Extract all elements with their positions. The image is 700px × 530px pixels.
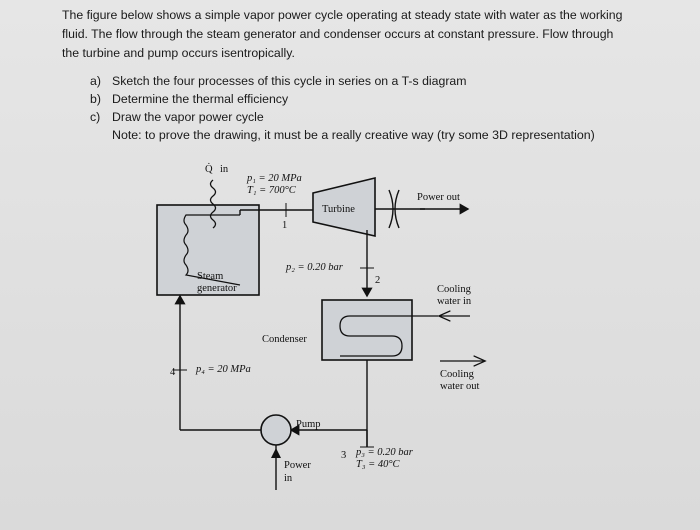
condenser-label: Condenser <box>262 334 307 345</box>
cooling-in-label-1: Cooling <box>437 284 471 295</box>
task-text: Sketch the four processes of this cycle in series on a T-s diagram <box>112 74 467 88</box>
state2-pressure: p₂ = 0.20 bar <box>286 262 343 273</box>
intro-line: fluid. The flow through the steam generator and condenser occurs at constant pressure. Flow through <box>62 27 614 41</box>
cooling-out-label-2: water out <box>440 381 480 392</box>
turbine-label: Turbine <box>322 204 355 215</box>
power-in-label-2: in <box>284 473 293 484</box>
task-text: Determine the thermal efficiency <box>112 92 289 106</box>
condenser-box <box>322 300 412 360</box>
task-text: Draw the vapor power cycle <box>112 110 264 124</box>
cooling-out-label-1: Cooling <box>440 369 474 380</box>
intro-line: the turbine and pump occurs isentropically. <box>62 46 295 60</box>
steam-generator-label-1: Steam <box>197 271 224 282</box>
steam-generator-label-2: generator <box>197 283 237 294</box>
state-3-label: 3 <box>341 450 347 461</box>
task-marker: b) <box>90 92 101 106</box>
task-note: Note: to prove the drawing, it must be a really creative way (try some 3D representation) <box>112 128 595 142</box>
task-marker: a) <box>90 74 101 88</box>
task-marker: c) <box>90 110 101 124</box>
pump-label: Pump <box>296 419 321 430</box>
q-in-subscript: in <box>220 164 229 175</box>
power-in-label-1: Power <box>284 460 311 471</box>
state4-pressure: p₄ = 20 MPa <box>196 364 251 375</box>
intro-line: The figure below shows a simple vapor power cycle operating at steady state with water as the working <box>62 8 623 22</box>
state3-temperature: T₃ = 40°C <box>356 459 400 470</box>
state-1-label: 1 <box>282 220 288 231</box>
state-2-label: 2 <box>375 275 381 286</box>
pump-circle <box>261 415 291 445</box>
cooling-in-label-2: water in <box>437 296 472 307</box>
state1-temperature: T₁ = 700°C <box>247 185 296 196</box>
q-in-label: Q̇ <box>205 164 213 175</box>
state3-pressure: p₃ = 0.20 bar <box>356 447 413 458</box>
state1-pressure: p₁ = 20 MPa <box>247 173 302 184</box>
power-out-label: Power out <box>417 192 460 203</box>
state-4-label: 4 <box>170 367 176 378</box>
